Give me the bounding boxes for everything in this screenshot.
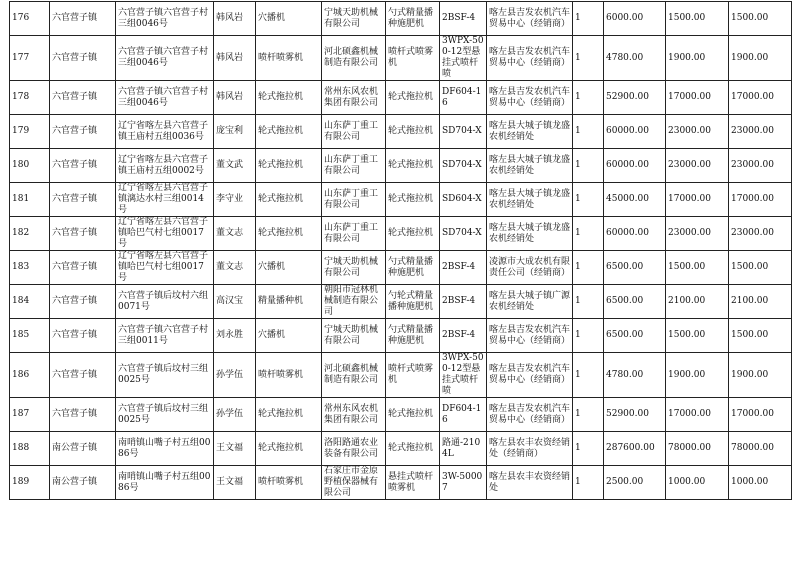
owner-name-cell: 王文福 <box>214 466 256 500</box>
table-row <box>10 81 792 115</box>
owner-name-cell: 孙学伍 <box>214 353 256 398</box>
subsidy-cell: 17000.00 <box>666 398 729 432</box>
price-cell: 4780.00 <box>604 353 666 398</box>
manufacturer-cell: 宁城天助机械有限公司 <box>322 319 386 353</box>
manufacturer-cell: 山东萨丁重工有限公司 <box>322 149 386 183</box>
price-cell: 4780.00 <box>604 36 666 81</box>
machine-type-cell: 轮式拖拉机 <box>386 81 440 115</box>
row-number-cell: 181 <box>10 183 50 217</box>
address-cell: 辽宁省喀左县六官营子镇王庙村五组0002号 <box>116 149 214 183</box>
total-subsidy-cell: 17000.00 <box>729 183 792 217</box>
table-row <box>10 285 792 319</box>
row-number-cell: 178 <box>10 81 50 115</box>
town-cell: 六官营子镇 <box>50 217 116 251</box>
table-row <box>10 217 792 251</box>
machine-type-cell: 勺式精量播种施肥机 <box>386 251 440 285</box>
total-subsidy-cell: 2100.00 <box>729 285 792 319</box>
price-cell: 6000.00 <box>604 2 666 36</box>
price-cell: 52900.00 <box>604 81 666 115</box>
price-cell: 6500.00 <box>604 251 666 285</box>
model-cell: 3WPX-500-12型悬挂式喷杆喷 <box>440 36 487 81</box>
quantity-cell: 1 <box>573 285 604 319</box>
price-cell: 60000.00 <box>604 115 666 149</box>
machine-cell: 轮式拖拉机 <box>256 398 322 432</box>
price-cell: 6500.00 <box>604 285 666 319</box>
machine-type-cell: 喷杆式喷雾机 <box>386 353 440 398</box>
machine-type-cell: 勺式精量播种施肥机 <box>386 2 440 36</box>
subsidy-cell: 78000.00 <box>666 432 729 466</box>
machine-cell: 轮式拖拉机 <box>256 115 322 149</box>
subsidy-cell: 1000.00 <box>666 466 729 500</box>
address-cell: 六官营子镇六官营子村三组0046号 <box>116 2 214 36</box>
owner-name-cell: 庞宝利 <box>214 115 256 149</box>
machine-type-cell: 轮式拖拉机 <box>386 115 440 149</box>
price-cell: 52900.00 <box>604 398 666 432</box>
dealer-cell: 喀左县吉发农机汽车贸易中心（经销商） <box>487 2 573 36</box>
owner-name-cell: 李守业 <box>214 183 256 217</box>
dealer-cell: 喀左县吉发农机汽车贸易中心（经销商） <box>487 319 573 353</box>
subsidy-table <box>9 1 792 500</box>
subsidy-cell: 2100.00 <box>666 285 729 319</box>
town-cell: 南公营子镇 <box>50 466 116 500</box>
manufacturer-cell: 洛阳路通农业装备有限公司 <box>322 432 386 466</box>
machine-cell: 喷杆喷雾机 <box>256 36 322 81</box>
subsidy-cell: 17000.00 <box>666 81 729 115</box>
quantity-cell: 1 <box>573 183 604 217</box>
price-cell: 2500.00 <box>604 466 666 500</box>
table-row <box>10 466 792 500</box>
model-cell: 2BSF-4 <box>440 251 487 285</box>
address-cell: 辽宁省喀左县六官营子镇漓达水村三组0014号 <box>116 183 214 217</box>
total-subsidy-cell: 1900.00 <box>729 36 792 81</box>
town-cell: 南公营子镇 <box>50 432 116 466</box>
owner-name-cell: 韩风岩 <box>214 2 256 36</box>
table-row <box>10 251 792 285</box>
owner-name-cell: 韩风岩 <box>214 81 256 115</box>
total-subsidy-cell: 17000.00 <box>729 398 792 432</box>
quantity-cell: 1 <box>573 149 604 183</box>
dealer-cell: 喀左县吉发农机汽车贸易中心（经销商） <box>487 398 573 432</box>
model-cell: 2BSF-4 <box>440 285 487 319</box>
model-cell: 路通-2104L <box>440 432 487 466</box>
quantity-cell: 1 <box>573 251 604 285</box>
machine-type-cell: 轮式拖拉机 <box>386 217 440 251</box>
address-cell: 南哨镇山嘴子村五组0086号 <box>116 466 214 500</box>
model-cell: SD604-X <box>440 183 487 217</box>
machine-cell: 穴播机 <box>256 251 322 285</box>
subsidy-cell: 1900.00 <box>666 353 729 398</box>
subsidy-cell: 1900.00 <box>666 36 729 81</box>
total-subsidy-cell: 1500.00 <box>729 2 792 36</box>
address-cell: 辽宁省喀左县六官营子镇哈巴气村七组0017号 <box>116 251 214 285</box>
dealer-cell: 喀左县大城子镇龙盛农机经销处 <box>487 115 573 149</box>
model-cell: SD704-X <box>440 115 487 149</box>
row-number-cell: 177 <box>10 36 50 81</box>
machine-cell: 穴播机 <box>256 319 322 353</box>
table-row <box>10 2 792 36</box>
price-cell: 45000.00 <box>604 183 666 217</box>
dealer-cell: 喀左县大城子镇广源农机经销处 <box>487 285 573 319</box>
machine-cell: 穴播机 <box>256 2 322 36</box>
subsidy-cell: 23000.00 <box>666 217 729 251</box>
table-body <box>10 2 792 500</box>
manufacturer-cell: 河北硕鑫机械制造有限公司 <box>322 353 386 398</box>
owner-name-cell: 董文武 <box>214 149 256 183</box>
address-cell: 辽宁省喀左县六官营子镇哈巴气村七组0017号 <box>116 217 214 251</box>
town-cell: 六官营子镇 <box>50 115 116 149</box>
model-cell: DF604-16 <box>440 398 487 432</box>
manufacturer-cell: 常州东风农机集团有限公司 <box>322 398 386 432</box>
quantity-cell: 1 <box>573 217 604 251</box>
total-subsidy-cell: 23000.00 <box>729 115 792 149</box>
total-subsidy-cell: 78000.00 <box>729 432 792 466</box>
machine-cell: 轮式拖拉机 <box>256 432 322 466</box>
total-subsidy-cell: 23000.00 <box>729 217 792 251</box>
town-cell: 六官营子镇 <box>50 251 116 285</box>
address-cell: 六官营子镇六官营子村三组0046号 <box>116 36 214 81</box>
quantity-cell: 1 <box>573 2 604 36</box>
dealer-cell: 喀左县大城子镇龙盛农机经销处 <box>487 149 573 183</box>
quantity-cell: 1 <box>573 353 604 398</box>
owner-name-cell: 韩风岩 <box>214 36 256 81</box>
town-cell: 六官营子镇 <box>50 285 116 319</box>
machine-cell: 精量播种机 <box>256 285 322 319</box>
subsidy-cell: 23000.00 <box>666 149 729 183</box>
row-number-cell: 187 <box>10 398 50 432</box>
total-subsidy-cell: 23000.00 <box>729 149 792 183</box>
manufacturer-cell: 宁城天助机械有限公司 <box>322 251 386 285</box>
row-number-cell: 188 <box>10 432 50 466</box>
total-subsidy-cell: 1500.00 <box>729 251 792 285</box>
row-number-cell: 176 <box>10 2 50 36</box>
machine-type-cell: 悬挂式喷杆喷雾机 <box>386 466 440 500</box>
machine-cell: 轮式拖拉机 <box>256 217 322 251</box>
table-row <box>10 319 792 353</box>
row-number-cell: 180 <box>10 149 50 183</box>
subsidy-cell: 17000.00 <box>666 183 729 217</box>
address-cell: 六官营子镇后坟村六组0071号 <box>116 285 214 319</box>
price-cell: 60000.00 <box>604 149 666 183</box>
manufacturer-cell: 山东萨丁重工有限公司 <box>322 115 386 149</box>
dealer-cell: 喀左县农丰农资经销处 <box>487 466 573 500</box>
row-number-cell: 179 <box>10 115 50 149</box>
row-number-cell: 183 <box>10 251 50 285</box>
owner-name-cell: 王文福 <box>214 432 256 466</box>
row-number-cell: 186 <box>10 353 50 398</box>
total-subsidy-cell: 1500.00 <box>729 319 792 353</box>
dealer-cell: 凌源市大成农机有限责任公司（经销商） <box>487 251 573 285</box>
quantity-cell: 1 <box>573 432 604 466</box>
row-number-cell: 184 <box>10 285 50 319</box>
manufacturer-cell: 常州东风农机集团有限公司 <box>322 81 386 115</box>
total-subsidy-cell: 1900.00 <box>729 353 792 398</box>
manufacturer-cell: 河北硕鑫机械制造有限公司 <box>322 36 386 81</box>
machine-cell: 轮式拖拉机 <box>256 183 322 217</box>
quantity-cell: 1 <box>573 36 604 81</box>
subsidy-cell: 23000.00 <box>666 115 729 149</box>
dealer-cell: 喀左县农丰农资经销处（经销商） <box>487 432 573 466</box>
address-cell: 六官营子镇后坟村三组0025号 <box>116 398 214 432</box>
table-row <box>10 432 792 466</box>
owner-name-cell: 刘永胜 <box>214 319 256 353</box>
machine-cell: 喷杆喷雾机 <box>256 466 322 500</box>
model-cell: 2BSF-4 <box>440 2 487 36</box>
address-cell: 六官营子镇六官营子村三组0011号 <box>116 319 214 353</box>
town-cell: 六官营子镇 <box>50 2 116 36</box>
model-cell: DF604-16 <box>440 81 487 115</box>
manufacturer-cell: 石家庄市金原野植保器械有限公司 <box>322 466 386 500</box>
row-number-cell: 189 <box>10 466 50 500</box>
manufacturer-cell: 朝阳市冠林机械制造有限公司 <box>322 285 386 319</box>
owner-name-cell: 董文志 <box>214 217 256 251</box>
town-cell: 六官营子镇 <box>50 398 116 432</box>
subsidy-cell: 1500.00 <box>666 2 729 36</box>
quantity-cell: 1 <box>573 466 604 500</box>
model-cell: 3WPX-500-12型悬挂式喷杆喷 <box>440 353 487 398</box>
machine-type-cell: 轮式拖拉机 <box>386 398 440 432</box>
owner-name-cell: 董文志 <box>214 251 256 285</box>
machine-type-cell: 勺式精量播种施肥机 <box>386 319 440 353</box>
price-cell: 287600.00 <box>604 432 666 466</box>
machine-type-cell: 喷杆式喷雾机 <box>386 36 440 81</box>
dealer-cell: 喀左县大城子镇龙盛农机经销处 <box>487 183 573 217</box>
machine-cell: 喷杆喷雾机 <box>256 353 322 398</box>
model-cell: SD704-X <box>440 217 487 251</box>
town-cell: 六官营子镇 <box>50 81 116 115</box>
address-cell: 六官营子镇六官营子村三组0046号 <box>116 81 214 115</box>
quantity-cell: 1 <box>573 319 604 353</box>
total-subsidy-cell: 17000.00 <box>729 81 792 115</box>
machine-type-cell: 轮式拖拉机 <box>386 432 440 466</box>
town-cell: 六官营子镇 <box>50 149 116 183</box>
model-cell: SD704-X <box>440 149 487 183</box>
dealer-cell: 喀左县吉发农机汽车贸易中心（经销商） <box>487 353 573 398</box>
address-cell: 六官营子镇后坟村三组0025号 <box>116 353 214 398</box>
price-cell: 6500.00 <box>604 319 666 353</box>
quantity-cell: 1 <box>573 115 604 149</box>
model-cell: 3W-50007 <box>440 466 487 500</box>
subsidy-cell: 1500.00 <box>666 319 729 353</box>
address-cell: 辽宁省喀左县六官营子镇王庙村五组0036号 <box>116 115 214 149</box>
subsidy-cell: 1500.00 <box>666 251 729 285</box>
machine-type-cell: 勺轮式精量播种施肥机 <box>386 285 440 319</box>
town-cell: 六官营子镇 <box>50 183 116 217</box>
table-row <box>10 353 792 398</box>
owner-name-cell: 高汉宝 <box>214 285 256 319</box>
dealer-cell: 喀左县吉发农机汽车贸易中心（经销商） <box>487 36 573 81</box>
table-row <box>10 149 792 183</box>
machine-type-cell: 轮式拖拉机 <box>386 183 440 217</box>
manufacturer-cell: 山东萨丁重工有限公司 <box>322 217 386 251</box>
table-row <box>10 398 792 432</box>
dealer-cell: 喀左县吉发农机汽车贸易中心（经销商） <box>487 81 573 115</box>
total-subsidy-cell: 1000.00 <box>729 466 792 500</box>
owner-name-cell: 孙学伍 <box>214 398 256 432</box>
dealer-cell: 喀左县大城子镇龙盛农机经销处 <box>487 217 573 251</box>
row-number-cell: 182 <box>10 217 50 251</box>
address-cell: 南哨镇山嘴子村五组0086号 <box>116 432 214 466</box>
manufacturer-cell: 宁城天助机械有限公司 <box>322 2 386 36</box>
table-row <box>10 36 792 81</box>
quantity-cell: 1 <box>573 398 604 432</box>
town-cell: 六官营子镇 <box>50 319 116 353</box>
town-cell: 六官营子镇 <box>50 353 116 398</box>
quantity-cell: 1 <box>573 81 604 115</box>
manufacturer-cell: 山东萨丁重工有限公司 <box>322 183 386 217</box>
table-row <box>10 115 792 149</box>
town-cell: 六官营子镇 <box>50 36 116 81</box>
machine-cell: 轮式拖拉机 <box>256 149 322 183</box>
table-row <box>10 183 792 217</box>
price-cell: 60000.00 <box>604 217 666 251</box>
model-cell: 2BSF-4 <box>440 319 487 353</box>
machine-cell: 轮式拖拉机 <box>256 81 322 115</box>
machine-type-cell: 轮式拖拉机 <box>386 149 440 183</box>
row-number-cell: 185 <box>10 319 50 353</box>
